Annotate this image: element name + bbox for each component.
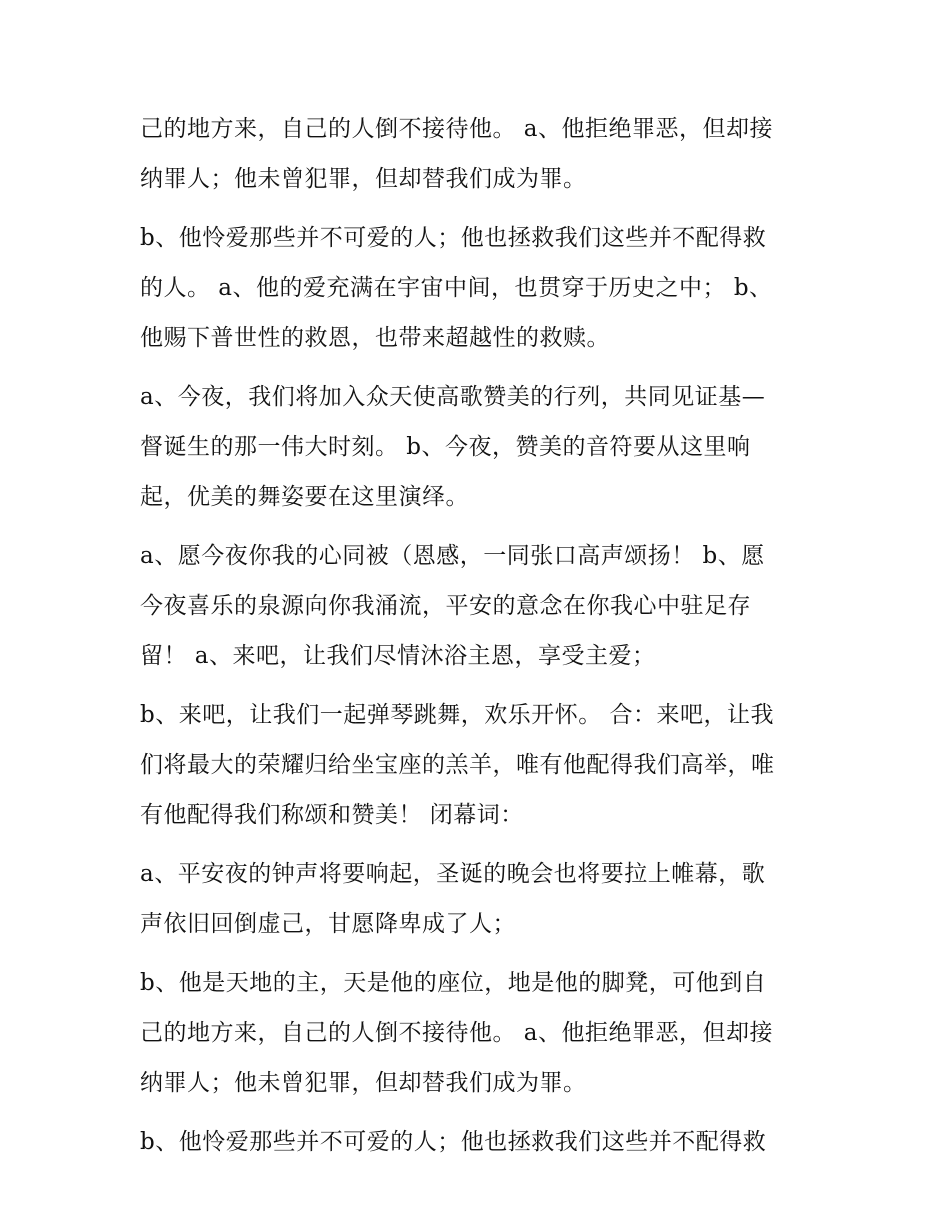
text-line: 纳罪人；他未曾犯罪，但却替我们成为罪。 <box>140 1070 587 1096</box>
text-line: 留！ a、来吧，让我们尽情沐浴主恩，享受主爱； <box>140 643 656 669</box>
paragraph <box>140 531 820 681</box>
paragraph <box>140 849 820 949</box>
document-page <box>140 104 820 1176</box>
paragraph <box>140 104 820 204</box>
text-line: 今夜喜乐的泉源向你我涌流，平安的意念在你我心中驻足存 <box>140 593 751 619</box>
paragraph <box>140 213 820 363</box>
text-line: a、平安夜的钟声将要响起，圣诞的晚会也将要拉上帷幕，歌 <box>140 861 766 887</box>
text-line: a、愿今夜你我的心同被（恩感，一同张口高声颂扬！ b、愿 <box>140 543 765 569</box>
paragraph <box>140 690 820 840</box>
text-line: 们将最大的荣耀归给坐宝座的羔羊，唯有他配得我们高举，唯 <box>140 752 775 778</box>
paragraph <box>140 372 820 522</box>
text-line: b、他是天地的主，天是他的座位，地是他的脚凳，可他到自 <box>140 970 767 996</box>
text-line: b、来吧，让我们一起弹琴跳舞，欢乐开怀。 合：来吧，让我 <box>140 702 775 728</box>
paragraph <box>140 1117 820 1167</box>
text-line: 声依旧回倒虚己，甘愿降卑成了人； <box>140 911 516 937</box>
paragraph <box>140 958 820 1108</box>
text-line: a、今夜，我们将加入众天使高歌赞美的行列，共同见证基— <box>140 384 766 410</box>
text-line: 起，优美的舞姿要在这里演绎。 <box>140 484 469 510</box>
text-line: 他赐下普世性的救恩，也带来超越性的救赎。 <box>140 325 610 351</box>
text-line: b、他怜爱那些并不可爱的人；他也拯救我们这些并不配得救 <box>140 225 767 251</box>
text-line: 有他配得我们称颂和赞美！ 闭幕词： <box>140 802 524 828</box>
text-line: 的人。 a、他的爱充满在宇宙中间，也贯穿于历史之中； b、 <box>140 275 773 301</box>
text-line: 纳罪人；他未曾犯罪，但却替我们成为罪。 <box>140 166 587 192</box>
text-line: 己的地方来，自己的人倒不接待他。 a、他拒绝罪恶，但却接 <box>140 1020 774 1046</box>
text-line: b、他怜爱那些并不可爱的人；他也拯救我们这些并不配得救 <box>140 1129 767 1155</box>
text-line: 督诞生的那一伟大时刻。 b、今夜，赞美的音符要从这里响 <box>140 434 751 460</box>
text-line: 己的地方来，自己的人倒不接待他。 a、他拒绝罪恶，但却接 <box>140 116 774 142</box>
